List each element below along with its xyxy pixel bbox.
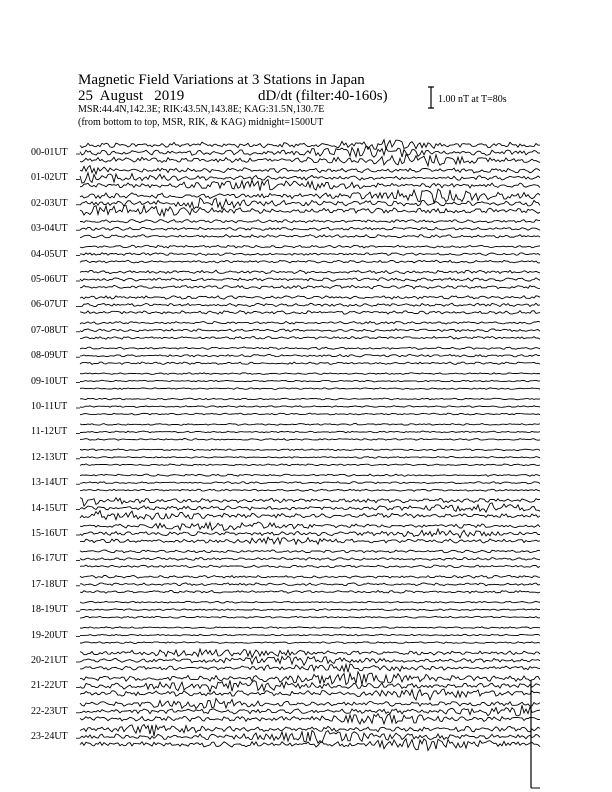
trace-line bbox=[80, 591, 540, 594]
trace-line bbox=[80, 664, 540, 672]
trace-line bbox=[80, 431, 540, 433]
trace-line bbox=[80, 565, 540, 568]
trace-line bbox=[80, 362, 540, 364]
trace-line bbox=[80, 413, 540, 415]
trace-line bbox=[80, 424, 540, 426]
trace-line bbox=[80, 380, 540, 382]
trace-line bbox=[80, 537, 540, 544]
row-label: 20-21UT bbox=[31, 655, 68, 666]
trace-line bbox=[80, 140, 540, 150]
trace-line bbox=[80, 498, 540, 506]
trace-line bbox=[80, 576, 540, 579]
row-label: 00-01UT bbox=[31, 147, 68, 158]
row-label: 19-20UT bbox=[31, 629, 68, 641]
row-label: 15-16UT bbox=[31, 528, 68, 539]
trace-line bbox=[80, 627, 540, 629]
trace-line bbox=[80, 355, 540, 357]
trace-line bbox=[80, 583, 540, 586]
row-label: 02-03UT bbox=[31, 197, 68, 209]
trace-line bbox=[80, 198, 540, 209]
row-label: 04-05UT bbox=[31, 248, 68, 260]
trace-line bbox=[80, 180, 540, 191]
trace-line bbox=[80, 206, 540, 217]
trace-line bbox=[80, 260, 540, 263]
trace-line bbox=[80, 474, 540, 476]
trace-line bbox=[80, 253, 540, 256]
trace-line bbox=[80, 220, 540, 223]
trace-order-note: (from bottom to top, MSR, RIK, & KAG) midnight=1500UT bbox=[78, 117, 324, 128]
trace-line bbox=[80, 616, 540, 618]
trace-line bbox=[80, 725, 540, 737]
row-label: 10-11UT bbox=[31, 401, 68, 412]
trace-line bbox=[80, 285, 540, 289]
trace-line bbox=[80, 689, 540, 700]
trace-line bbox=[80, 642, 540, 644]
row-label: 13-14UT bbox=[31, 477, 68, 489]
row-label: 03-04UT bbox=[31, 223, 68, 235]
row-label: 11-12UT bbox=[31, 426, 68, 438]
row-label: 17-18UT bbox=[31, 578, 68, 590]
trace-line bbox=[80, 634, 540, 636]
trace-line bbox=[80, 311, 540, 315]
trace-line bbox=[80, 656, 540, 665]
trace-line bbox=[80, 699, 540, 709]
trace-line bbox=[80, 649, 540, 658]
row-label: 01-02UT bbox=[31, 172, 68, 184]
trace-line bbox=[80, 329, 540, 332]
trace-line bbox=[80, 388, 540, 390]
row-label: 16-17UT bbox=[31, 553, 68, 565]
trace-line bbox=[80, 270, 540, 273]
trace-line bbox=[80, 235, 540, 238]
trace-line bbox=[80, 398, 540, 400]
row-label: 23-24UT bbox=[31, 731, 68, 743]
row-label: 06-07UT bbox=[31, 299, 68, 311]
trace-line bbox=[80, 449, 540, 451]
trace-line bbox=[80, 714, 540, 724]
trace-line bbox=[80, 522, 540, 530]
trace-line bbox=[80, 731, 540, 744]
trace-line bbox=[80, 482, 540, 484]
row-label: 12-13UT bbox=[31, 451, 68, 463]
trace-line bbox=[80, 558, 540, 561]
trace-line bbox=[80, 296, 540, 299]
trace-line bbox=[80, 189, 540, 203]
trace-line bbox=[80, 511, 540, 520]
trace-line bbox=[80, 457, 540, 459]
trace-line bbox=[80, 336, 540, 339]
row-label: 14-15UT bbox=[31, 502, 68, 514]
trace-line bbox=[80, 503, 540, 512]
chart-date: 25 August 2019 bbox=[78, 88, 185, 104]
trace-line bbox=[80, 489, 540, 491]
trace-line bbox=[80, 321, 540, 324]
trace-line bbox=[80, 550, 540, 553]
trace-line bbox=[80, 146, 540, 157]
trace-line bbox=[80, 278, 540, 282]
trace-line bbox=[80, 245, 540, 248]
trace-line bbox=[80, 439, 540, 441]
trace-line bbox=[80, 464, 540, 466]
row-label: 18-19UT bbox=[31, 604, 68, 616]
chart-title: Magnetic Field Variations at 3 Stations in Japan bbox=[78, 72, 365, 88]
trace-line bbox=[80, 347, 540, 350]
trace-line bbox=[80, 705, 540, 716]
trace-line bbox=[80, 154, 540, 166]
scale-bar-label: 1.00 nT at T=80s bbox=[438, 94, 507, 105]
trace-line bbox=[80, 227, 540, 230]
row-label: 07-08UT bbox=[31, 324, 68, 336]
trace-line bbox=[80, 609, 540, 611]
row-label: 22-23UT bbox=[31, 705, 68, 717]
row-label: 05-06UT bbox=[31, 274, 68, 285]
trace-line bbox=[80, 303, 540, 306]
trace-line bbox=[80, 406, 540, 408]
scale-bar bbox=[428, 87, 434, 108]
trace-line bbox=[80, 173, 540, 183]
trace-line bbox=[80, 601, 540, 603]
row-label: 09-10UT bbox=[31, 375, 68, 387]
trace-line bbox=[80, 672, 540, 685]
trace-line bbox=[80, 373, 540, 375]
trace-line bbox=[80, 529, 540, 538]
station-coordinates: MSR:44.4N,142.3E; RIK:43.5N,143.8E; KAG:31.5N,130.7E bbox=[78, 104, 325, 115]
row-label: 08-09UT bbox=[31, 350, 68, 362]
chart-quantity: dD/dt (filter:40-160s) bbox=[258, 88, 388, 104]
row-label: 21-22UT bbox=[31, 680, 68, 692]
trace-line bbox=[80, 166, 540, 174]
trace-line bbox=[80, 680, 540, 692]
